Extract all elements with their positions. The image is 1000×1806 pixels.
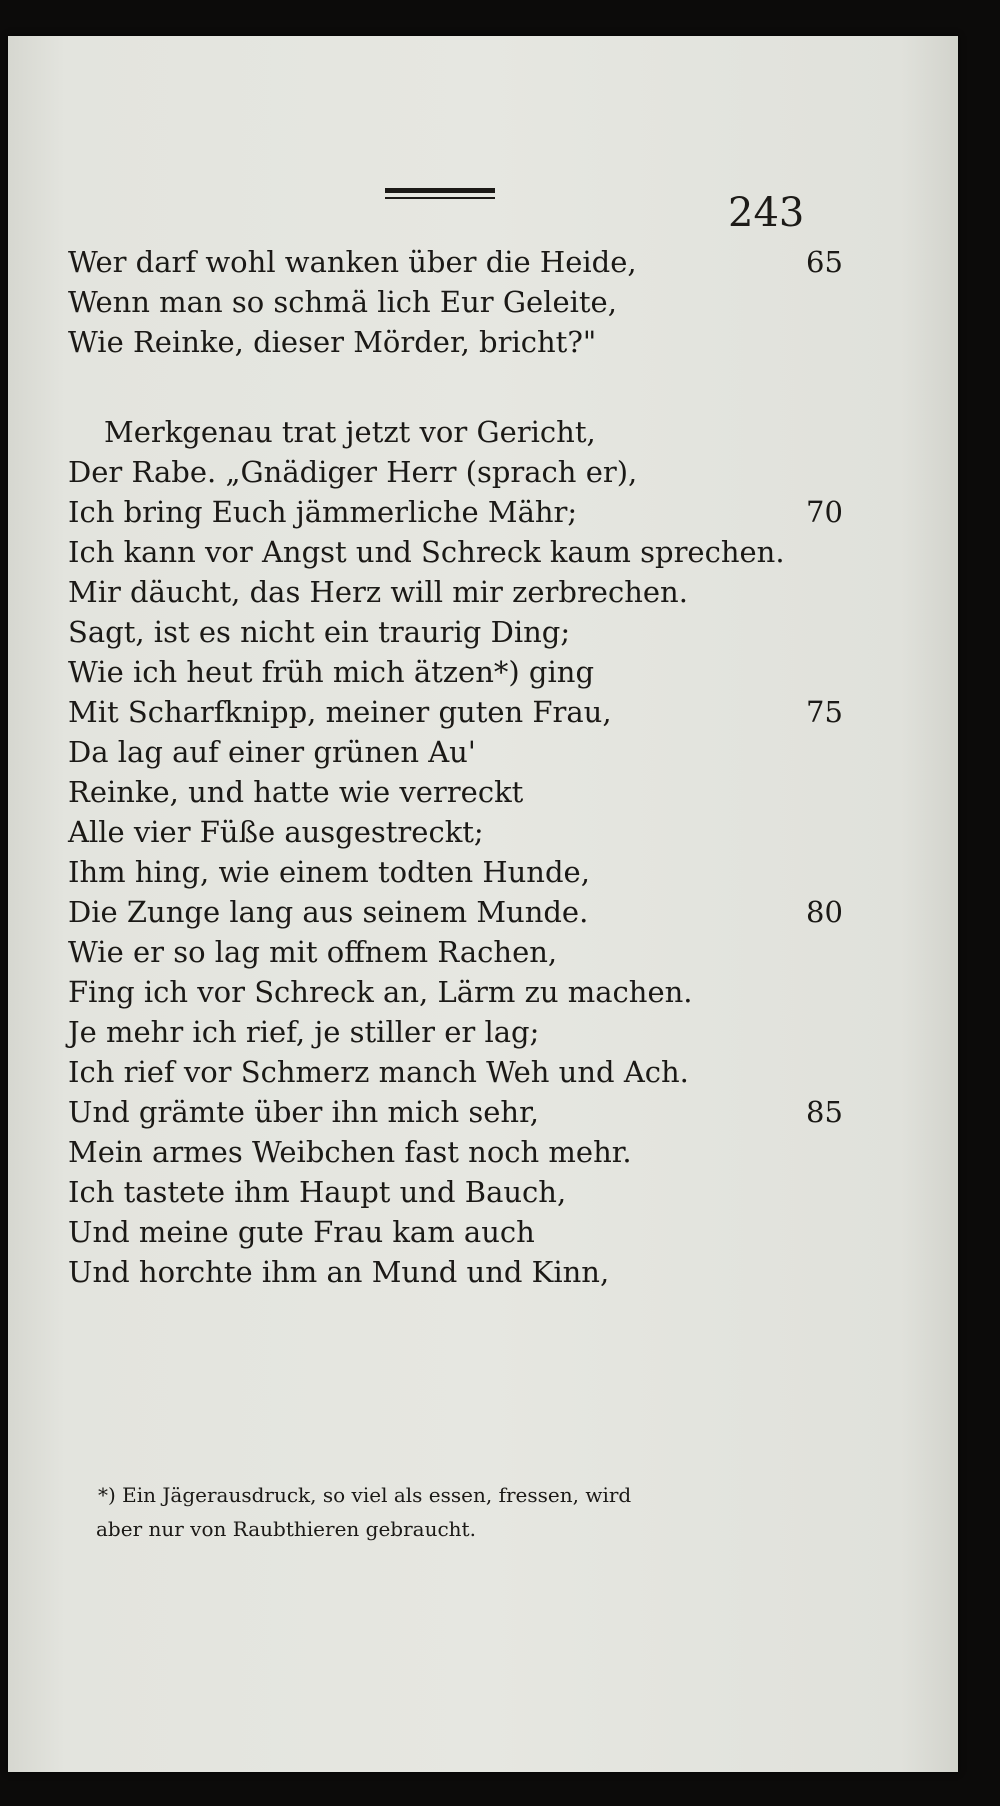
verse-line <box>68 572 868 612</box>
verse-line <box>68 242 868 282</box>
header-rule <box>385 188 495 199</box>
verse-text: Fing ich vor Schreck an, Lärm zu machen. <box>68 975 693 1009</box>
verse-text: Ich bring Euch jämmerliche Mähr; <box>68 495 578 529</box>
footnote <box>98 1478 798 1546</box>
verse-text: Reinke, und hatte wie verreckt <box>68 775 524 809</box>
verse-line <box>68 612 868 652</box>
verse-text: Und meine gute Frau kam auch <box>68 1215 535 1249</box>
verse-text: Mit Scharfknipp, meiner guten Frau, <box>68 695 612 729</box>
verse-line <box>68 812 868 852</box>
verse-text: Wie ich heut früh mich ätzen*) ging <box>68 655 595 689</box>
verse-line <box>68 1172 868 1212</box>
verse-text: Je mehr ich rief, je stiller er lag; <box>68 1015 540 1049</box>
verse-text: Ich tastete ihm Haupt und Bauch, <box>68 1175 567 1209</box>
verse-line <box>68 732 868 772</box>
verse-line <box>68 892 868 932</box>
verse-text: Wie Reinke, dieser Mörder, bricht?" <box>68 325 597 359</box>
verse-text: Wenn man so schmä lich Eur Geleite, <box>68 285 617 319</box>
verse-text: Wie er so lag mit offnem Rachen, <box>68 935 558 969</box>
verse-line <box>68 492 868 532</box>
verse-line <box>68 452 868 492</box>
header-rule-thin <box>385 197 495 199</box>
verse-line <box>68 1252 868 1292</box>
verse-text: Der Rabe. „Gnädiger Herr (sprach er), <box>68 455 638 489</box>
verse-line <box>68 772 868 812</box>
header-rule-thick <box>385 188 495 193</box>
verse-text: Wer darf wohl wanken über die Heide, <box>68 245 637 279</box>
verse-line <box>68 1132 868 1172</box>
footnote-line-1: *) Ein Jägerausdruck, so viel als essen, fressen, wird <box>98 1483 632 1507</box>
verse-text: Ich rief vor Schmerz manch Weh und Ach. <box>68 1055 689 1089</box>
footnote-line-2: aber nur von Raubthieren gebraucht. <box>96 1517 476 1541</box>
verse-line <box>68 282 868 322</box>
verse-text: Merkgenau trat jetzt vor Gericht, <box>104 415 596 449</box>
verse-line <box>68 412 868 452</box>
verse-text: Ihm hing, wie einem todten Hunde, <box>68 855 590 889</box>
line-number: 65 <box>806 245 843 279</box>
verse-text: Da lag auf einer grünen Au' <box>68 735 476 769</box>
line-number: 75 <box>806 695 843 729</box>
verse-line <box>68 652 868 692</box>
line-number: 70 <box>806 495 843 529</box>
line-number: 85 <box>806 1095 843 1129</box>
verse-text: Alle vier Füße ausgestreckt; <box>68 815 484 849</box>
verse-line <box>68 692 868 732</box>
verse-line <box>68 972 868 1012</box>
verse-line <box>68 1012 868 1052</box>
line-number: 80 <box>806 895 843 929</box>
verse-line <box>68 932 868 972</box>
verse-line <box>68 1212 868 1252</box>
page-number: 243 <box>728 190 805 236</box>
verse-text: Die Zunge lang aus seinem Munde. <box>68 895 589 929</box>
stanza-2 <box>68 412 868 1292</box>
verse-text: Mir däucht, das Herz will mir zerbrechen. <box>68 575 688 609</box>
verse-line <box>68 1052 868 1092</box>
verse-text: Sagt, ist es nicht ein traurig Ding; <box>68 615 571 649</box>
verse-text: Und horchte ihm an Mund und Kinn, <box>68 1255 610 1289</box>
verse-text: Mein armes Weibchen fast noch mehr. <box>68 1135 632 1169</box>
verse-line <box>68 532 868 572</box>
verse-text: Und grämte über ihn mich sehr, <box>68 1095 540 1129</box>
verse-line <box>68 322 868 362</box>
verse-text: Ich kann vor Angst und Schreck kaum sprechen. <box>68 535 785 569</box>
verse-line <box>68 852 868 892</box>
verse-line <box>68 1092 868 1132</box>
stanza-1 <box>68 242 868 362</box>
